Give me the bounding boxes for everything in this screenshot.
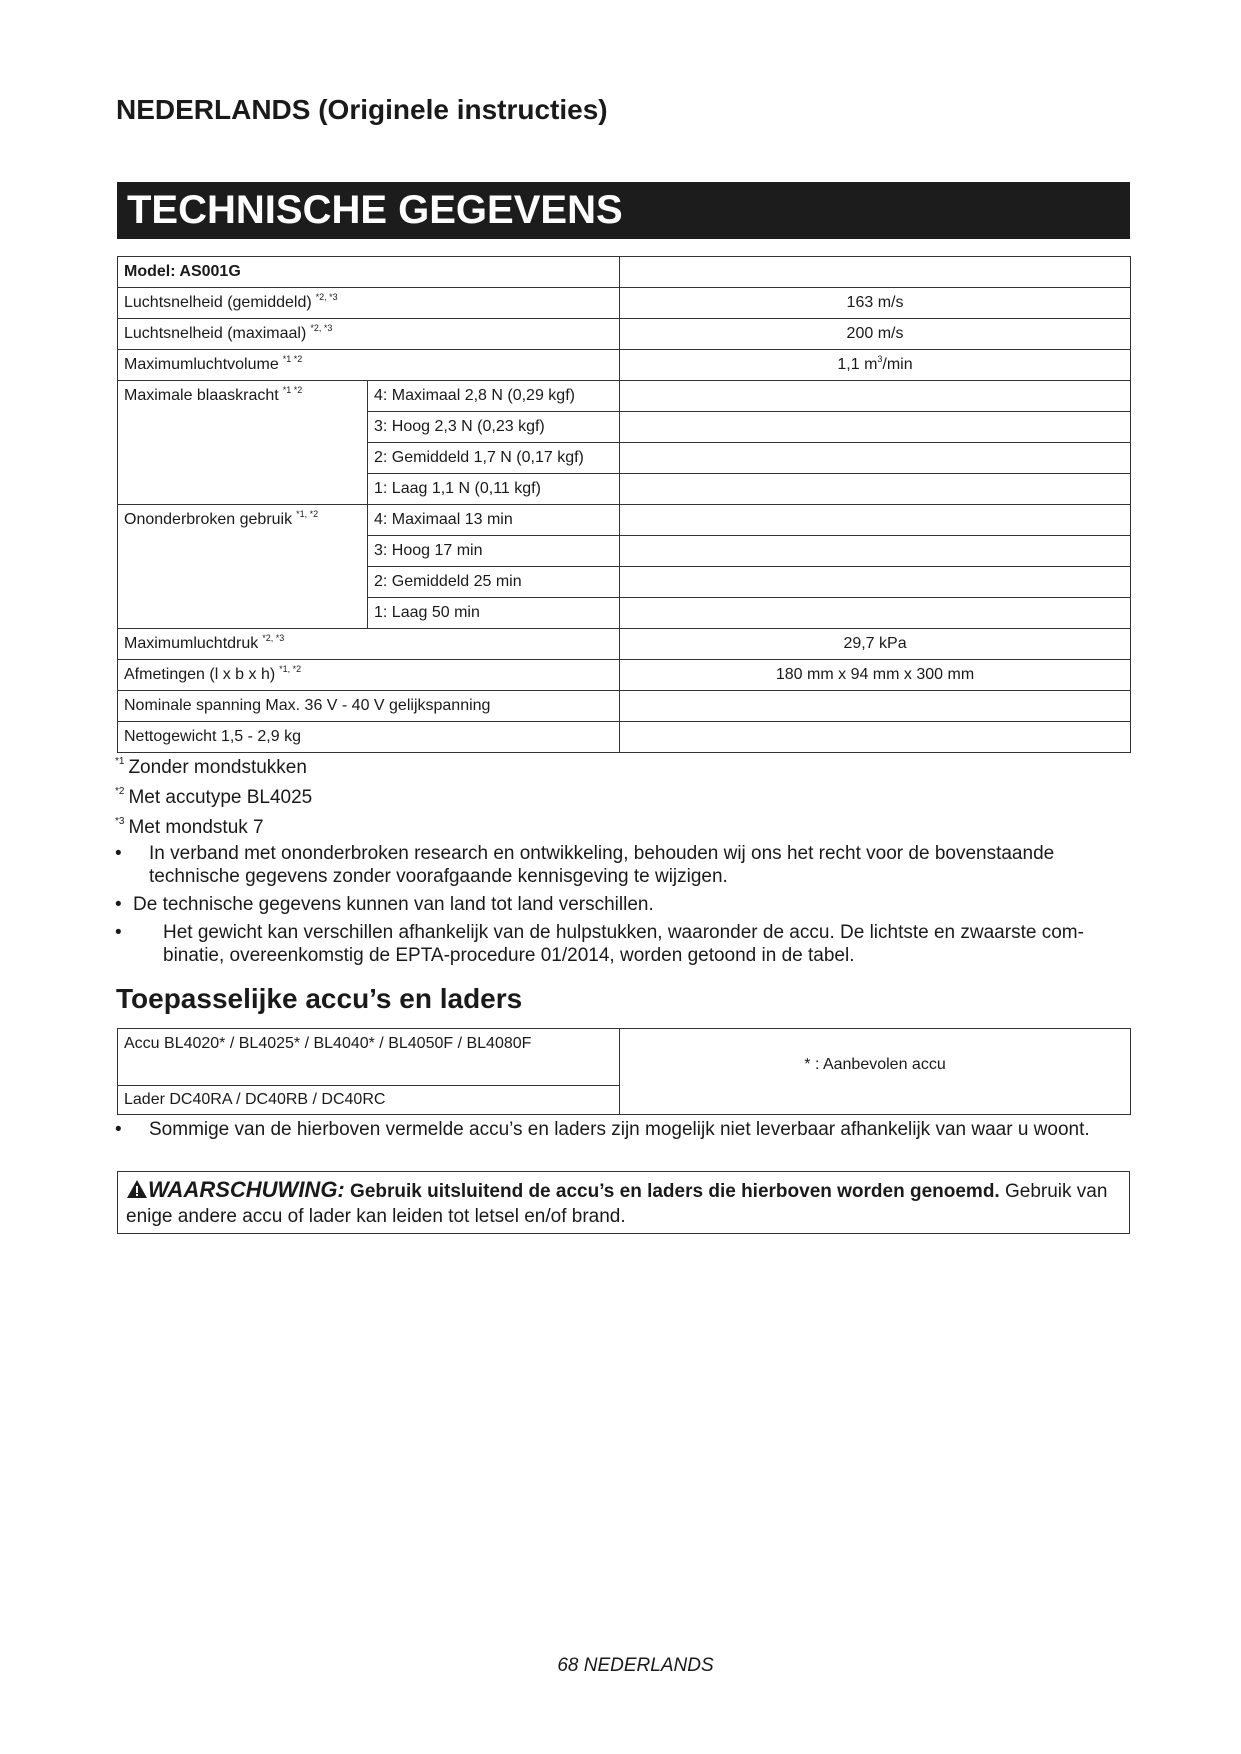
table-row (118, 1029, 1131, 1086)
footnote (115, 752, 1130, 782)
level-cell: 2: Gemiddeld 25 min (368, 567, 620, 598)
table-cell (620, 381, 1131, 412)
bullet-text: De technische gegevens kunnen van land tot land verschillen. (133, 894, 654, 915)
table-row (118, 381, 1131, 412)
bullet-icon: • (115, 922, 122, 943)
spec-value: 29,7 kPa (620, 629, 1131, 660)
spec-label-text: Afmetingen (l x b x h) (124, 666, 276, 683)
battery-table (117, 1028, 1131, 1115)
bullet-text: Het gewicht kan verschillen afhankelijk van de hulpstukken, waaronder de accu. De lichtste en zwaarste com-binatie, overeenkomstig de EPTA-procedure 01/2014, worden getoond in de tabel. (163, 922, 1084, 966)
battery-heading: Toepasselijke accu’s en laders (116, 983, 523, 1014)
table-row (118, 660, 1131, 691)
level-cell: 3: Hoog 17 min (368, 536, 620, 567)
level-cell: 2: Gemiddeld 1,7 N (0,17 kgf) (368, 443, 620, 474)
battery-note: * : Aanbevolen accu (620, 1029, 1131, 1115)
spec-label (118, 319, 620, 350)
value-text: 1,1 m (837, 356, 878, 373)
footnote-ref: *2, *3 (310, 323, 333, 333)
spec-label-text: Maximumluchtvolume (124, 356, 279, 373)
spec-value: 163 m/s (620, 288, 1131, 319)
level-cell: 1: Laag 1,1 N (0,11 kgf) (368, 474, 620, 505)
footnote-ref: *1, *2 (296, 509, 319, 519)
footnote-mark: *2 (115, 786, 125, 797)
spec-label-text: Luchtsnelheid (maximaal) (124, 325, 307, 342)
spec-label (118, 350, 620, 381)
bullet-item (115, 1118, 1130, 1141)
spec-label-text: Maximumluchtdruk (124, 635, 259, 652)
level-cell: 3: Hoog 2,3 N (0,23 kgf) (368, 412, 620, 443)
bullet-item (115, 921, 1130, 967)
footnote-text: Met mondstuk 7 (128, 817, 264, 838)
spec-value: 180 mm x 94 mm x 300 mm (620, 660, 1131, 691)
spec-label (118, 381, 368, 505)
bullet-text: Sommige van de hierboven vermelde accu’s en laders zijn mogelijk niet leverbaar afhankelijk van waar u woont. (149, 1119, 1090, 1140)
model-label: Model: AS001G (118, 257, 620, 288)
level-cell: 4: Maximaal 13 min (368, 505, 620, 536)
table-row (118, 319, 1131, 350)
spec-value: 200 m/s (620, 319, 1131, 350)
spec-label (118, 505, 368, 629)
footnote-ref: *1, *2 (279, 664, 302, 674)
table-row (118, 257, 1131, 288)
value-text: /min (882, 356, 913, 373)
footnote-ref: *1 *2 (282, 354, 303, 364)
table-cell (620, 567, 1131, 598)
table-cell (620, 412, 1131, 443)
bullet-item (115, 893, 1130, 916)
page-heading: NEDERLANDS (Originele instructies) (116, 94, 608, 125)
spec-label-text: Ononderbroken gebruik (124, 511, 293, 528)
spec-table (117, 256, 1131, 753)
table-row (118, 691, 1131, 722)
spec-label (118, 660, 620, 691)
footnotes (115, 752, 1130, 972)
level-cell: 1: Laag 50 min (368, 598, 620, 629)
bullet-text: In verband met ononderbroken research en ontwikkeling, behouden wij ons het recht voor de bovenstaande technische gegevens zonder voorafgaande kennisgeving te wijzigen. (149, 843, 1055, 887)
footnote-text: Zonder mondstukken (128, 757, 307, 778)
footnote (115, 782, 1130, 812)
bullet-icon: • (115, 1119, 122, 1140)
table-row (118, 350, 1131, 381)
table-row (118, 629, 1131, 660)
footnote-ref: *1 *2 (282, 385, 303, 395)
table-cell (620, 598, 1131, 629)
table-cell (620, 257, 1131, 288)
page-number: 68 NEDERLANDS (557, 1655, 714, 1676)
table-cell (620, 536, 1131, 567)
section-title: TECHNISCHE GEGEVENS (117, 182, 1130, 239)
footnote-ref: *2, *3 (262, 633, 285, 643)
warning-box (117, 1171, 1130, 1234)
table-row (118, 505, 1131, 536)
warning-strong: Gebruik uitsluitend de accu’s en laders die hierboven worden genoemd. (350, 1181, 1000, 1202)
value-superscript: 3 (877, 354, 883, 364)
table-cell (620, 722, 1131, 753)
availability-note (115, 1118, 1130, 1146)
spec-label (118, 629, 620, 660)
table-row (118, 288, 1131, 319)
bullet-icon: • (115, 843, 122, 864)
footnote-ref: *2, *3 (315, 292, 338, 302)
spec-value (620, 350, 1131, 381)
table-cell (620, 474, 1131, 505)
footnote (115, 812, 1130, 842)
footnote-mark: *1 (115, 756, 125, 767)
warning-icon (126, 1179, 148, 1199)
table-cell (620, 443, 1131, 474)
footnote-text: Met accutype BL4025 (128, 787, 313, 808)
spec-label-text: Luchtsnelheid (gemiddeld) (124, 294, 312, 311)
table-cell (620, 691, 1131, 722)
spec-label: Nettogewicht 1,5 - 2,9 kg (118, 722, 620, 753)
warning-title: WAARSCHUWING: (148, 1177, 345, 1202)
battery-list: Accu BL4020* / BL4025* / BL4040* / BL4050F / BL4080F (118, 1029, 620, 1086)
bullet-item (115, 842, 1130, 888)
footnote-mark: *3 (115, 816, 125, 827)
spec-label (118, 288, 620, 319)
table-cell (620, 505, 1131, 536)
spec-label: Nominale spanning Max. 36 V - 40 V gelijkspanning (118, 691, 620, 722)
bullet-icon: • (115, 894, 122, 915)
warning-text: Gebruik van enige andere accu of lader kan leiden tot letsel en/of brand. (126, 1181, 1108, 1227)
table-row (118, 722, 1131, 753)
level-cell: 4: Maximaal 2,8 N (0,29 kgf) (368, 381, 620, 412)
charger-list: Lader DC40RA / DC40RB / DC40RC (118, 1086, 620, 1115)
spec-label-text: Maximale blaaskracht (124, 387, 279, 404)
